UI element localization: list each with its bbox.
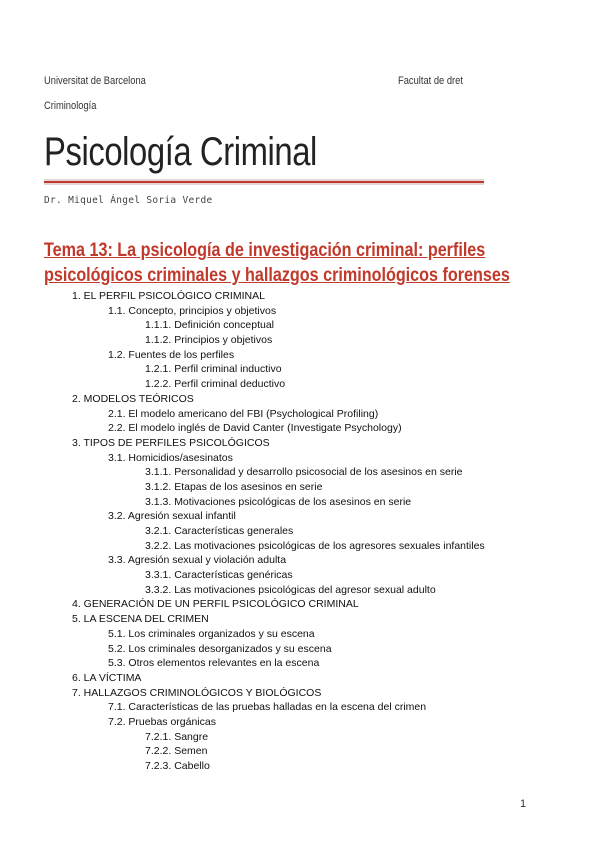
toc-item: 7. HALLAZGOS CRIMINOLÓGICOS Y BIOLÓGICOS — [72, 686, 322, 699]
toc-item: 4. GENERACIÓN DE UN PERFIL PSICOLÓGICO CRIMINAL — [72, 598, 359, 611]
toc-item: 3.2. Agresión sexual infantil — [108, 510, 236, 523]
topic-heading-line-1: Tema 13: La psicología de investigación criminal: perfiles — [44, 240, 486, 261]
author-name: Dr. Miquel Ángel Soria Verde — [44, 195, 213, 206]
toc-item: 3.1.2. Etapas de los asesinos en serie — [145, 480, 323, 493]
toc-item: 7.2.2. Semen — [145, 745, 208, 758]
toc-item: 3.2.2. Las motivaciones psicológicas de los agresores sexuales infantiles — [145, 539, 485, 552]
title-underline — [44, 179, 484, 185]
toc-item: 7.2. Pruebas orgánicas — [108, 715, 216, 728]
title-underline-accent — [44, 181, 484, 183]
page-number: 1 — [520, 798, 527, 810]
table-of-contents — [0, 289, 600, 774]
toc-item: 2.1. El modelo americano del FBI (Psychological Profiling) — [108, 407, 379, 420]
toc-item: 1.2. Fuentes de los perfiles — [108, 348, 235, 361]
topic-heading-line-2: psicológicos criminales y hallazgos criminológicos forenses — [44, 265, 510, 286]
toc-item: 3.1. Homicidios/asesinatos — [108, 451, 233, 464]
toc-item: 3.1.3. Motivaciones psicológicas de los asesinos en serie — [145, 495, 412, 508]
toc-item: 1. EL PERFIL PSICOLÓGICO CRIMINAL — [72, 290, 265, 302]
header-university: Universitat de Barcelona — [44, 75, 146, 87]
toc-item: 5.1. Los criminales organizados y su escena — [108, 627, 315, 640]
toc-item: 3.3.1. Características genéricas — [145, 569, 293, 582]
toc-item: 3.1.1. Personalidad y desarrollo psicosocial de los asesinos en serie — [145, 466, 463, 479]
header-faculty: Facultat de dret — [398, 75, 463, 87]
toc-item: 5.3. Otros elementos relevantes en la escena — [108, 657, 320, 670]
toc-item: 3.3.2. Las motivaciones psicológicas del agresor sexual adulto — [145, 583, 436, 596]
toc-item: 2. MODELOS TEÓRICOS — [72, 392, 194, 405]
toc-item: 1.2.1. Perfil criminal inductivo — [145, 363, 282, 376]
toc-item: 3. TIPOS DE PERFILES PSICOLÓGICOS — [72, 436, 270, 449]
toc-item: 1.1. Concepto, principios y objetivos — [108, 304, 277, 317]
toc-item: 5.2. Los criminales desorganizados y su escena — [108, 642, 332, 655]
header-subject: Criminología — [44, 100, 97, 112]
toc-item: 3.3. Agresión sexual y violación adulta — [108, 554, 287, 567]
toc-item: 1.1.2. Principios y objetivos — [145, 334, 273, 347]
document-title: Psicología Criminal — [44, 130, 317, 174]
toc-item: 7.1. Características de las pruebas halladas en la escena del crimen — [108, 701, 427, 714]
toc-item: 3.2.1. Características generales — [145, 525, 294, 537]
toc-item: 1.2.2. Perfil criminal deductivo — [145, 378, 286, 391]
toc-item: 7.2.1. Sangre — [145, 730, 209, 743]
toc-item: 1.1.1. Definición conceptual — [145, 319, 274, 332]
toc-item: 5. LA ESCENA DEL CRIMEN — [72, 613, 209, 626]
toc-item: 7.2.3. Cabello — [145, 760, 210, 772]
toc-item: 6. LA VÍCTIMA — [72, 671, 142, 684]
toc-item: 2.2. El modelo inglés de David Canter (Investigate Psychology) — [108, 422, 402, 435]
topic-heading — [44, 238, 510, 288]
